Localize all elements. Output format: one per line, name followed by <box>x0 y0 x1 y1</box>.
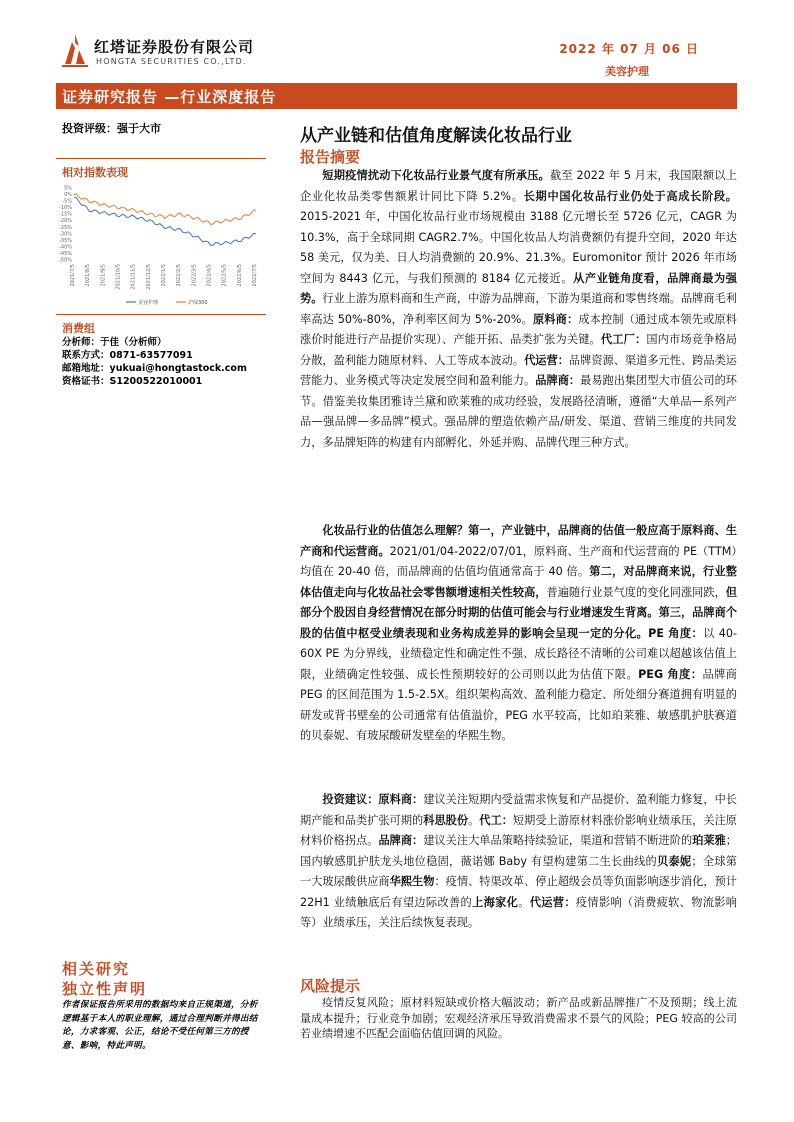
bold-segment: 代运营： <box>529 895 576 909</box>
bold-segment: 原料商： <box>532 312 579 326</box>
risk-heading: 风险提示 <box>300 977 361 995</box>
text-segment: 普遍随行业景气度的变化同涨同跌， <box>546 585 726 599</box>
y-tick-label: 5% <box>64 185 72 192</box>
text-segment: 短期受上游原材料涨价影响业绩承压，关注原材料价格拐点。 <box>300 813 737 847</box>
x-tick-label: 2021/9/5 <box>100 264 107 287</box>
report-type-label: 证券研究报告 —行业深度报告 <box>62 88 277 106</box>
text-segment: 截至 2022 年 5 月末，我国限额以上企业化妆品类零售额累计同比下降 5.2%。 <box>300 169 737 203</box>
bold-segment: 但部分个股因自身经营情况在部分时期的估值可能会与行业增速发生背离。第三，品牌商个股的估值中枢受业绩表现和业务构成差异的影响会呈现一定的分化。PE 角度： <box>300 585 737 640</box>
bold-segment: 上海家化 <box>472 895 519 909</box>
independence-heading: 独立性声明 <box>62 980 148 998</box>
abstract-paragraph-3 <box>300 790 737 934</box>
text-segment: 建议关注短期内受益需求恢复和产品提价、盈利能力修复，中长期产能和品类扩张可期的 <box>300 793 737 827</box>
bold-segment: 品牌商： <box>378 834 424 847</box>
analyst-certificate: 资格证书：S1200522010001 <box>62 376 203 387</box>
text-segment: 疫情影响（消费疲软、物流影响等）业绩承压，关注后续恢复表现。 <box>300 895 737 929</box>
text-segment: ；全球第一大玻尿酸供应商 <box>300 854 737 888</box>
analyst-name: 分析师：于佳（分析师） <box>62 337 167 348</box>
bold-segment: 代工厂： <box>600 333 647 346</box>
analyst-email[interactable]: 邮箱地址：yukuai@hongtastock.com <box>62 363 247 374</box>
report-title: 从产业链和估值角度解读化妆品行业 <box>300 126 572 146</box>
y-tick-label: -35% <box>59 237 72 244</box>
risk-text: 疫情反复风险；原材料短缺或价格大幅波动；新产品或新品牌推广不及预期；线上流量成本提升；行业竞争加剧；宏观经济承压导致消费需求不景气的风险；PEG 较高的公司若业绩增速不匹配会面临估值回调的风险。 <box>300 996 737 1040</box>
text-segment: 品牌资源、渠道多元性、跨品类运营能力、业务模式等决定发展空间和盈利能力。 <box>300 353 737 387</box>
text-segment: 。 <box>518 895 530 909</box>
y-tick-label: -20% <box>59 218 72 225</box>
report-sector: 美容护理 <box>605 65 649 78</box>
text-segment: 最易跑出集团型大市值公司的环节。借鉴美妆集团雅诗兰黛和欧莱雅的成功经验，发展路径清晰，遵循“大单品—系列产品—强品牌—多品牌”模式。强品牌的塑造依赖产品/研发、渠道、营销三维度的共同发力，多品牌矩阵的构建有内部孵化、外延并购、品牌代理三种方式。 <box>300 374 737 449</box>
x-tick-label: 2022/1/5 <box>161 264 167 287</box>
bold-segment: 代工： <box>479 813 513 827</box>
bold-segment: 长期中国化妆品行业仍处于高成长阶段。 <box>523 189 737 203</box>
bold-segment: 华熙生物 <box>389 875 435 888</box>
x-tick-label: 2022/3/5 <box>191 264 198 287</box>
text-segment: 以 40-60X PE 为分界线，业绩稳定性和确定性不强、成长路径不清晰的公司难以超越该估值上限，业绩确定性较强、成长性预期较好的公司则以此为估值下限。 <box>300 626 737 681</box>
y-tick-label: -30% <box>59 231 72 238</box>
x-tick-label: 2022/7/5 <box>252 264 258 287</box>
text-segment: 国内市场竞争格局分散，盈利能力随原材料、人工等成本波动。 <box>300 333 737 367</box>
bold-segment: 贝泰妮 <box>656 854 692 868</box>
related-research-heading: 相关研究 <box>62 960 131 978</box>
x-tick-label: 2021/8/5 <box>85 264 92 287</box>
text-segment: 建议关注大单品策略持续验证，渠道和营销不断进阶的 <box>423 834 693 847</box>
x-tick-label: 2022/5/5 <box>221 264 228 287</box>
relative-index-heading: 相对指数表现 <box>56 158 266 178</box>
abstract-heading: 报告摘要 <box>300 148 361 166</box>
bold-segment: 投资建议：原料商： <box>322 793 424 806</box>
analyst-group-heading: 消费组 <box>56 314 266 334</box>
text-segment: 2015-2021 年，中国化妆品行业市场规模由 3188 亿元增长至 5726 亿元，CAGR 为 10.3%，高于全球同期 CAGR2.7%。中国化妆品人均消费额仍有提升空间，2020 年达 58 美元，仅为美、日人均消费额的 20.9%、21.3%。Euromonitor 预计 2026 年市场空间为 8443 亿元，与我们预测的 8184 亿元接近。 <box>300 210 737 285</box>
bold-segment: 珀莱雅 <box>692 834 726 847</box>
text-segment: 行业上游为原料商和生产商，中游为品牌商，下游为渠道商和零售终端。品牌商毛利率高达 50%-80%，净利率区间为 5%-20%。 <box>300 292 737 326</box>
y-tick-label: -50% <box>59 257 72 264</box>
bold-segment: 科思股份 <box>423 813 469 827</box>
bold-segment: 短期疫情扰动下化妆品行业景气度有所承压。 <box>322 169 551 182</box>
relative-index-chart <box>56 180 266 310</box>
x-tick-label: 2021/7/5 <box>70 264 76 287</box>
x-tick-label: 2021/11/5 <box>130 264 137 290</box>
text-segment: ；国内敏感肌护肤龙头地位稳固，薇诺娜 Baby 有望构建第二生长曲线的 <box>300 834 737 868</box>
x-tick-label: 2021/10/5 <box>115 264 122 290</box>
company-logo-icon <box>62 34 88 68</box>
bold-segment: 化妆品行业的估值怎么理解？第一，产业链中，品牌商的估值一般应高于原料商、生产商和代运营商。 <box>300 524 737 558</box>
y-tick-label: -5% <box>62 198 72 205</box>
y-tick-label: -45% <box>59 250 72 257</box>
bold-segment: 第二，对品牌商来说，行业整体估值走向与化妆品社会零售额增速相关性较高， <box>300 565 737 599</box>
report-date: 2022 年 07 月 06 日 <box>559 42 699 56</box>
company-name: 红塔证券股份有限公司 <box>94 38 255 56</box>
y-tick-label: -10% <box>59 205 72 212</box>
y-tick-label: -40% <box>59 244 72 251</box>
text-segment: 。 <box>468 813 480 827</box>
legend-label: 美容护理 <box>138 299 159 306</box>
text-segment: 2021/01/04-2022/07/01，原料商、生产商和代运营商的 PE（TTM）均值在 20-40 倍，而品牌商的估值均值通常高于 40 倍。 <box>300 544 737 578</box>
independence-statement: 作者保证报告所采用的数据均来自正规渠道，分析逻辑基于本人的职业理解，通过合理判断并得出结论，力求客观、公正，结论不受任何第三方的授意、影响，特此声明。 <box>62 1000 258 1051</box>
bold-segment: 从产业链角度看，品牌商最为强势。 <box>300 271 737 305</box>
legend-label: 沪深300 <box>188 299 208 306</box>
investment-rating: 投资评级：强于大市 <box>62 122 161 135</box>
text-segment: 成本控制（通过成本领先或原料涨价时能进行产品提价实现）、产能开拓、品类扩张为关键。 <box>300 312 737 346</box>
bold-segment: 品牌商： <box>535 374 581 387</box>
bold-segment: PEG 角度： <box>638 667 703 681</box>
series-line-沪深300 <box>74 194 256 224</box>
y-tick-label: -15% <box>59 211 72 218</box>
text-segment: 品牌商 PEG 的区间范围为 1.5-2.5X。组织架构高效、盈利能力稳定、所处细分赛道拥有明显的研发或背书壁垒的公司通常有估值溢价，PEG 水平较高，比如珀莱雅、敏感肌护肤赛道的贝泰妮、有玻尿酸研发壁垒的华熙生物。 <box>300 667 737 742</box>
x-tick-label: 2022/4/5 <box>206 264 213 287</box>
y-tick-label: 0% <box>64 192 72 199</box>
company-name-en: HONGTA SECURITIES CO.,LTD. <box>96 57 247 66</box>
abstract-paragraph-2 <box>300 521 737 747</box>
analyst-phone: 联系方式：0871-63577091 <box>62 350 193 361</box>
x-tick-label: 2022/2/5 <box>176 264 183 287</box>
abstract-paragraph-1 <box>300 166 737 453</box>
y-tick-label: -25% <box>59 224 72 231</box>
x-tick-label: 2021/12/5 <box>145 264 152 290</box>
analyst-info <box>62 336 247 388</box>
text-segment: ：疫情、特渠改革、停止超级会员等负面影响逐步消化，预计 22H1 业绩触底后有望边际改善的 <box>300 875 737 909</box>
bold-segment: 代运营： <box>524 353 569 367</box>
x-tick-label: 2022/6/5 <box>236 264 243 287</box>
